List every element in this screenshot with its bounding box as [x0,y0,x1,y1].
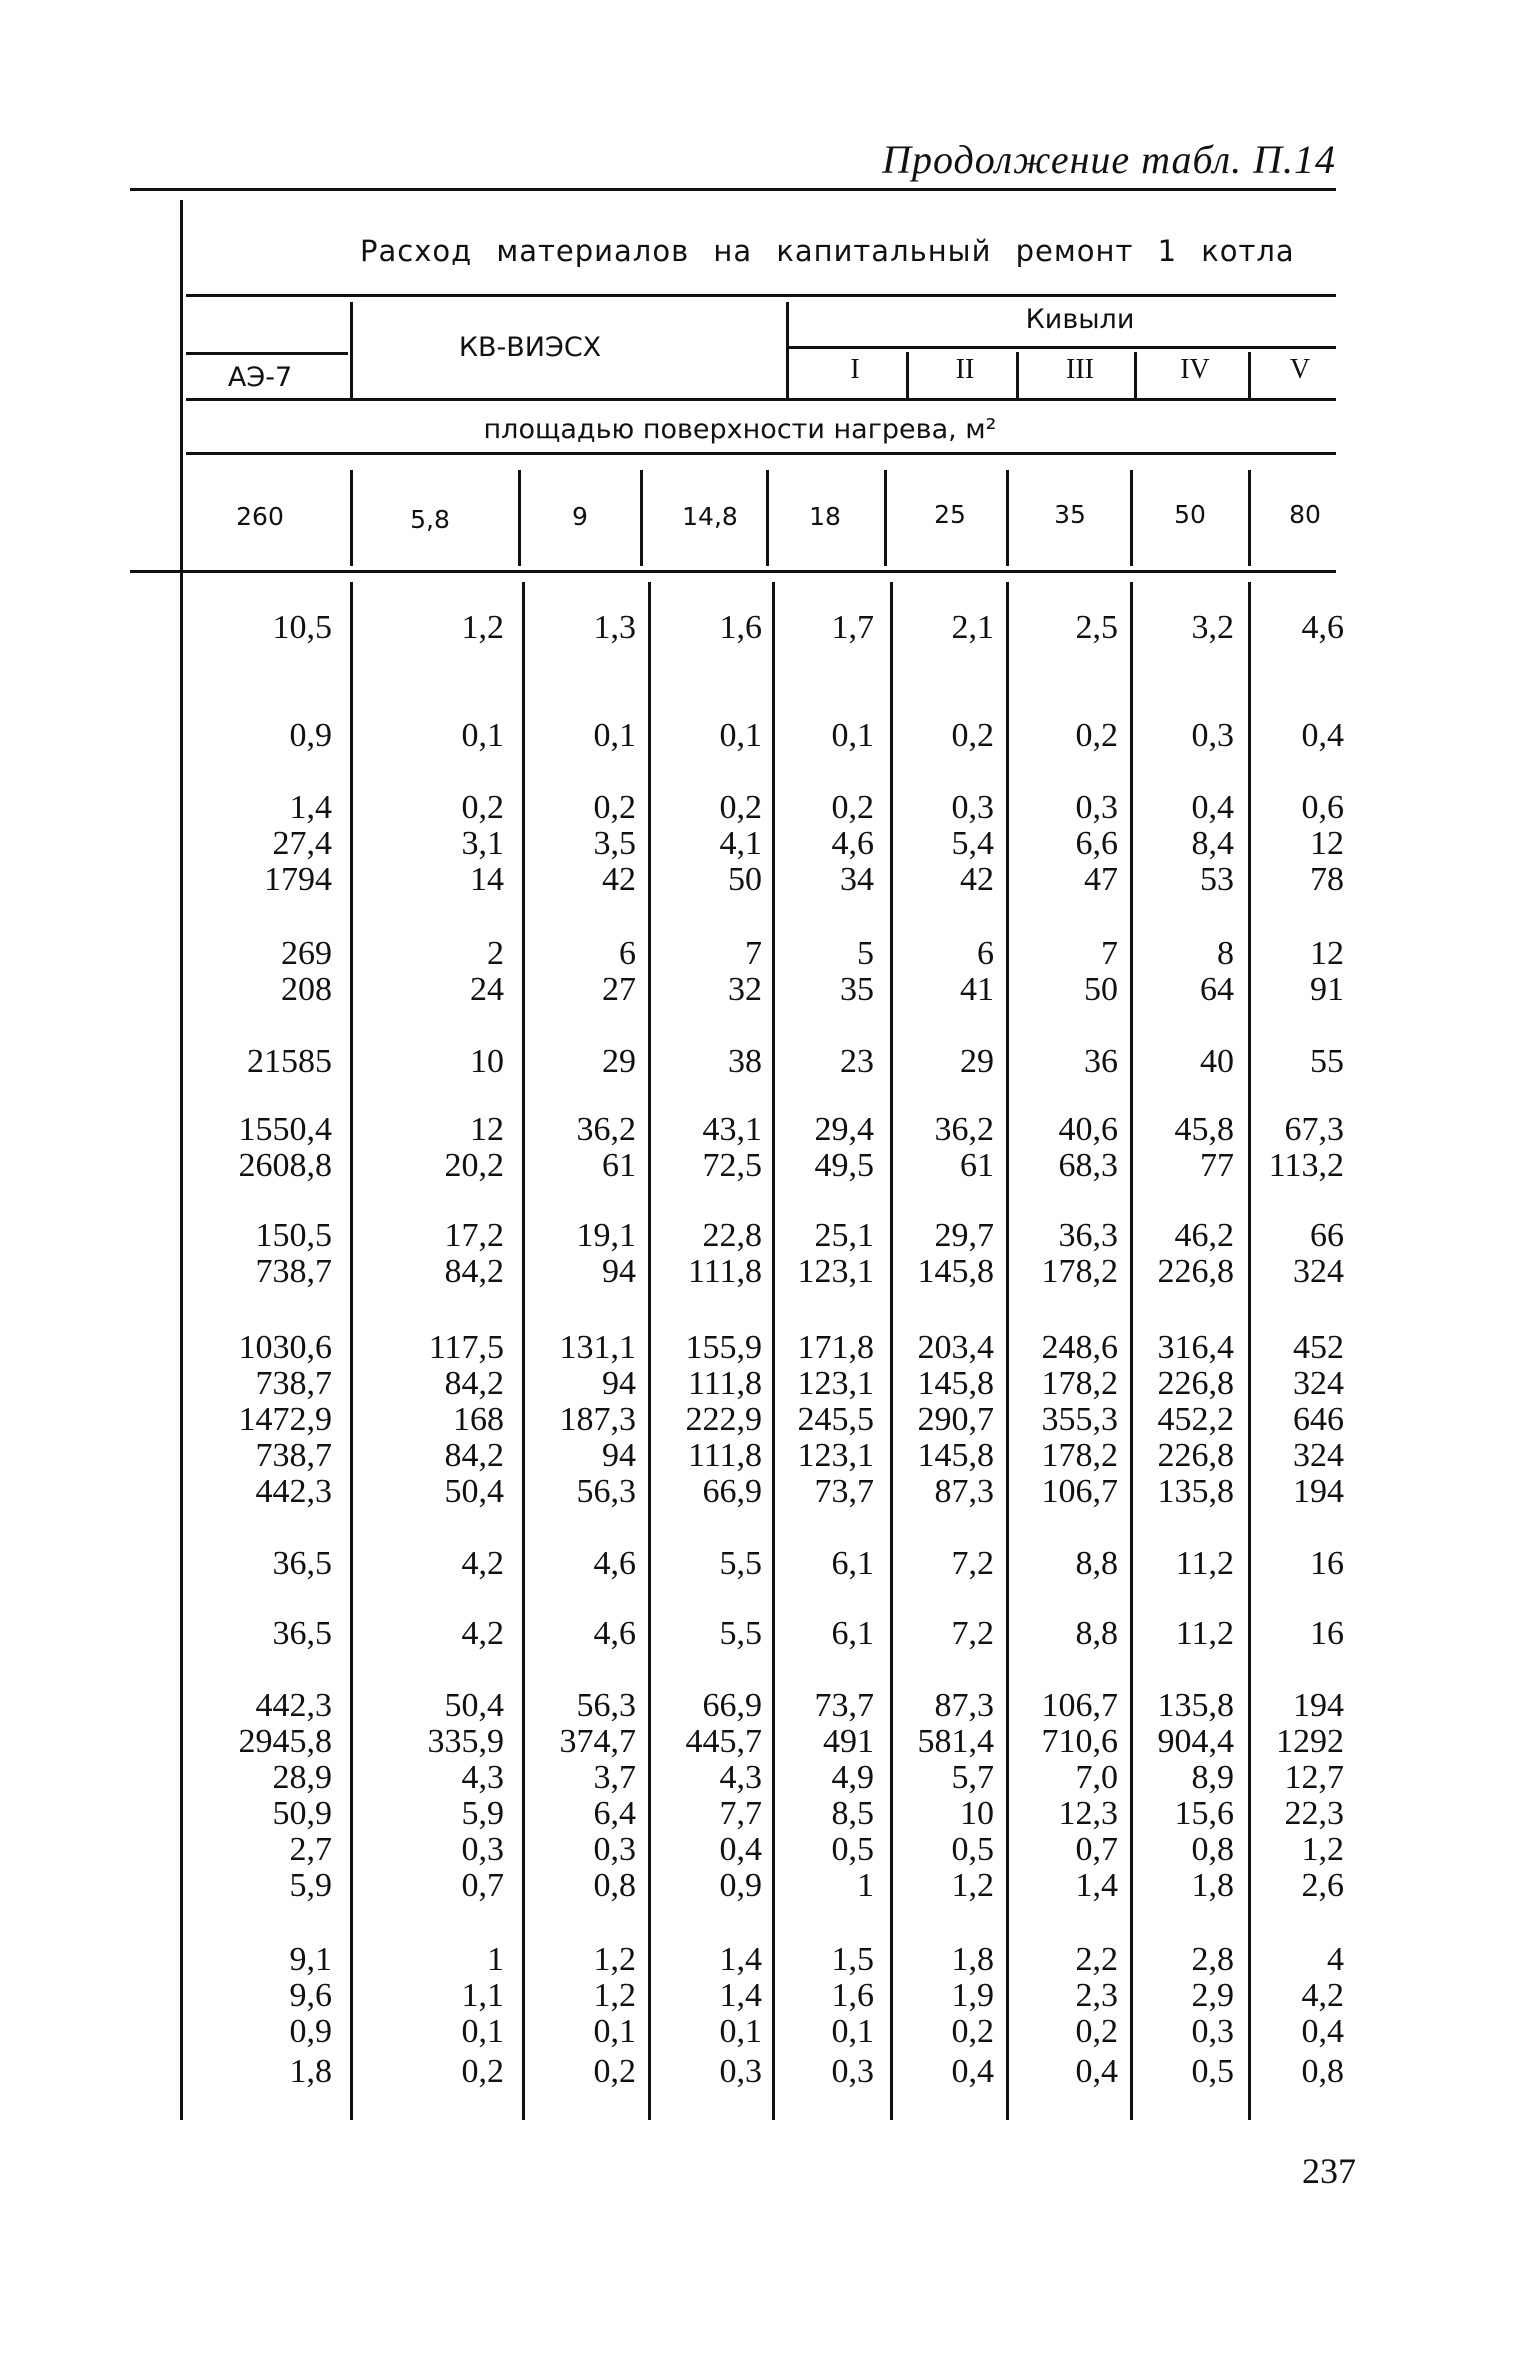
table-cell: 1292 [1276,1723,1344,1760]
table-cell: 1,2 [1301,1831,1344,1868]
table-cell: 178,2 [1041,1253,1118,1290]
table-cell: 0,5 [1191,2053,1234,2090]
table-cell: 38 [728,1043,762,1080]
table-cell: 4,2 [1301,1977,1344,2014]
header-roman-3: III [1066,354,1094,385]
table-cell: 27 [602,971,636,1008]
table-cell: 9,1 [289,1941,332,1978]
table-cell: 49,5 [814,1147,874,1184]
table-cell: 1,2 [951,1867,994,1904]
table-cell: 0,1 [461,717,504,754]
table-cell: 4,9 [831,1759,874,1796]
table-cell: 738,7 [255,1437,332,1474]
table-cell: 61 [602,1147,636,1184]
table-cell: 7,2 [951,1615,994,1652]
table-cell: 1,1 [461,1977,504,2014]
table-cell: 5,5 [719,1615,762,1652]
table-cell: 66,9 [702,1473,762,1510]
table-cell: 84,2 [444,1365,504,1402]
table-cell: 12 [1310,935,1344,972]
table-cell: 0,6 [1301,789,1344,826]
table-cell: 2,9 [1191,1977,1234,2014]
table-cell: 8,9 [1191,1759,1234,1796]
table-cell: 94 [602,1365,636,1402]
table-cell: 5,4 [951,825,994,862]
table-cell: 0,3 [1075,789,1118,826]
table-cell: 22,8 [702,1217,762,1254]
table-cell: 23 [840,1043,874,1080]
table-cell: 4,6 [593,1615,636,1652]
table-cell: 290,7 [917,1401,994,1438]
header-roman-2: II [955,354,975,385]
table-cell: 0,2 [461,789,504,826]
table-cell: 11,2 [1175,1545,1234,1582]
table-cell: 2,5 [1075,609,1118,646]
table-cell: 0,2 [593,2053,636,2090]
table-cell: 78 [1310,861,1344,898]
table-cell: 53 [1200,861,1234,898]
table-cell: 171,8 [797,1329,874,1366]
table-cell: 0,2 [831,789,874,826]
table-cell: 5,7 [951,1759,994,1796]
table-cell: 2 [487,935,504,972]
table-cell: 0,1 [831,717,874,754]
table-cell: 20,2 [444,1147,504,1184]
table-cell: 155,9 [685,1329,762,1366]
table-cell: 111,8 [688,1437,762,1474]
table-cell: 77 [1200,1147,1234,1184]
table-cell: 208 [281,971,332,1008]
table-cell: 226,8 [1157,1437,1234,1474]
table-cell: 4,6 [831,825,874,862]
table-cell: 72,5 [702,1147,762,1184]
table-cell: 0,9 [289,717,332,754]
table-cell: 6,6 [1075,825,1118,862]
table-cell: 442,3 [255,1687,332,1724]
table-cell: 6 [977,935,994,972]
table-cell: 0,3 [831,2053,874,2090]
table-cell: 61 [960,1147,994,1184]
table-cell: 94 [602,1437,636,1474]
table-cell: 1,4 [719,1977,762,2014]
table-cell: 8 [1217,935,1234,972]
table-cell: 8,4 [1191,825,1234,862]
table-cell: 0,2 [1075,2013,1118,2050]
table-cell: 1,4 [1075,1867,1118,1904]
table-cell: 0,8 [593,1867,636,1904]
header-roman-4: IV [1180,354,1210,385]
table-cell: 6 [619,935,636,972]
table-cell: 324 [1293,1365,1344,1402]
table-cell: 123,1 [797,1253,874,1290]
table-cell: 0,3 [593,1831,636,1868]
table-cell: 6,1 [831,1615,874,1652]
table-cell: 84,2 [444,1437,504,1474]
area-5-8: 5,8 [410,505,450,534]
table-cell: 36,5 [272,1615,332,1652]
table-cell: 73,7 [814,1473,874,1510]
table-cell: 4,6 [593,1545,636,1582]
page-number: 237 [1302,2151,1356,2191]
table-cell: 34 [840,861,874,898]
table-cell: 42 [602,861,636,898]
table-cell: 0,4 [1075,2053,1118,2090]
table-cell: 10 [470,1043,504,1080]
table-cell: 3,2 [1191,609,1234,646]
table-cell: 73,7 [814,1687,874,1724]
table-cell: 0,2 [719,789,762,826]
table-cell: 0,3 [1191,2013,1234,2050]
table-cell: 355,3 [1041,1401,1118,1438]
table-cell: 1794 [264,861,332,898]
table-cell: 335,9 [427,1723,504,1760]
table-cell: 0,5 [951,1831,994,1868]
header-roman-5: V [1289,354,1311,385]
table-cell: 68,3 [1058,1147,1118,1184]
table-cell: 45,8 [1174,1111,1234,1148]
table-caption: Продолжение табл. П.14 [882,137,1336,182]
table-cell: 2,8 [1191,1941,1234,1978]
table-cell: 5 [857,935,874,972]
table-cell: 0,2 [461,2053,504,2090]
table-cell: 4,2 [461,1615,504,1652]
table-cell: 0,7 [1075,1831,1118,1868]
table-cell: 66,9 [702,1687,762,1724]
table-cell: 0,3 [951,789,994,826]
table-cell: 445,7 [685,1723,762,1760]
table-cell: 12,7 [1284,1759,1344,1796]
table-cell: 0,4 [1301,2013,1344,2050]
table-cell: 0,3 [719,2053,762,2090]
table-cell: 1,8 [1191,1867,1234,1904]
table-cell: 1,4 [289,789,332,826]
table-cell: 374,7 [559,1723,636,1760]
table-cell: 0,8 [1191,1831,1234,1868]
table-cell: 47 [1084,861,1118,898]
table-cell: 27,4 [272,825,332,862]
table-cell: 0,4 [1301,717,1344,754]
table-cell: 738,7 [255,1365,332,1402]
table-cell: 1472,9 [238,1401,332,1438]
table-cell: 36,5 [272,1545,332,1582]
table-cell: 1,6 [719,609,762,646]
table-cell: 0,3 [1191,717,1234,754]
table-cell: 4,3 [719,1759,762,1796]
table-cell: 56,3 [576,1687,636,1724]
table-cell: 1,2 [593,1977,636,2014]
table-cell: 50 [1084,971,1118,1008]
table-cell: 226,8 [1157,1253,1234,1290]
table-cell: 29 [602,1043,636,1080]
table-cell: 2,1 [951,609,994,646]
table-cell: 0,4 [719,1831,762,1868]
table-cell: 194 [1293,1687,1344,1724]
table-cell: 7,2 [951,1545,994,1582]
table-title: Расход материалов на капитальный ремонт 1 котла [360,234,1295,268]
area-18: 18 [809,502,841,531]
table-cell: 7,7 [719,1795,762,1832]
table-cell: 87,3 [934,1473,994,1510]
table-cell: 0,2 [951,2013,994,2050]
table-cell: 0,1 [461,2013,504,2050]
table-cell: 7,0 [1075,1759,1118,1796]
table-cell: 12 [1310,825,1344,862]
table-cell: 442,3 [255,1473,332,1510]
table-cell: 113,2 [1268,1147,1344,1184]
table-cell: 6,4 [593,1795,636,1832]
table-cell: 16 [1310,1615,1344,1652]
table-cell: 324 [1293,1437,1344,1474]
table-cell: 2,6 [1301,1867,1344,1904]
table-cell: 5,5 [719,1545,762,1582]
table-cell: 19,1 [576,1217,636,1254]
table-cell: 29,4 [814,1111,874,1148]
table-cell: 194 [1293,1473,1344,1510]
table-cell: 145,8 [917,1365,994,1402]
table-cell: 10,5 [272,609,332,646]
table-cell: 12,3 [1058,1795,1118,1832]
table-cell: 21585 [247,1043,332,1080]
table-cell: 2608,8 [238,1147,332,1184]
table-cell: 0,9 [289,2013,332,2050]
table-cell: 17,2 [444,1217,504,1254]
header-roman-1: I [850,354,860,385]
table-cell: 0,2 [593,789,636,826]
table-cell: 0,8 [1301,2053,1344,2090]
table-cell: 66 [1310,1217,1344,1254]
table-cell: 36 [1084,1043,1118,1080]
table-cell: 145,8 [917,1253,994,1290]
area-35: 35 [1054,500,1086,529]
table-cell: 1,9 [951,1977,994,2014]
table-cell: 32 [728,971,762,1008]
table-cell: 12 [470,1111,504,1148]
table-cell: 0,1 [831,2013,874,2050]
area-25: 25 [934,500,966,529]
table-cell: 4,2 [461,1545,504,1582]
table-cell: 0,1 [593,717,636,754]
table-cell: 5,9 [461,1795,504,1832]
table-cell: 7 [1101,935,1118,972]
table-cell: 117,5 [428,1329,504,1366]
table-cell: 710,6 [1041,1723,1118,1760]
table-cell: 4,1 [719,825,762,862]
table-cell: 1,7 [831,609,874,646]
table-cell: 226,8 [1157,1365,1234,1402]
table-cell: 1,4 [719,1941,762,1978]
table-cell: 40 [1200,1043,1234,1080]
table-cell: 0,2 [1075,717,1118,754]
table-cell: 35 [840,971,874,1008]
table-cell: 106,7 [1041,1687,1118,1724]
table-cell: 8,8 [1075,1615,1118,1652]
table-cell: 1,6 [831,1977,874,2014]
table-cell: 145,8 [917,1437,994,1474]
table-cell: 55 [1310,1043,1344,1080]
table-cell: 0,1 [719,717,762,754]
table-cell: 1,8 [289,2053,332,2090]
table-cell: 36,3 [1058,1217,1118,1254]
table-cell: 8,5 [831,1795,874,1832]
table-cell: 178,2 [1041,1437,1118,1474]
table-cell: 452 [1293,1329,1344,1366]
table-cell: 0,1 [719,2013,762,2050]
table-cell: 269 [281,935,332,972]
table-cell: 491 [823,1723,874,1760]
table-cell: 2,3 [1075,1977,1118,2014]
table-cell: 0,9 [719,1867,762,1904]
table-cell: 67,3 [1284,1111,1344,1148]
table-cell: 16 [1310,1545,1344,1582]
table-cell: 1,8 [951,1941,994,1978]
table-cell: 3,1 [461,825,504,862]
table-cell: 50 [728,861,762,898]
table-cell: 3,7 [593,1759,636,1796]
area-260: 260 [236,502,284,531]
table-cell: 0,7 [461,1867,504,1904]
table-cell: 0,2 [951,717,994,754]
table-cell: 178,2 [1041,1365,1118,1402]
table-cell: 29,7 [934,1217,994,1254]
area-50: 50 [1174,500,1206,529]
table-cell: 581,4 [917,1723,994,1760]
table-cell: 222,9 [685,1401,762,1438]
table-cell: 4,3 [461,1759,504,1796]
table-cell: 29 [960,1043,994,1080]
table-cell: 42 [960,861,994,898]
table-cell: 123,1 [797,1365,874,1402]
table-cell: 1 [487,1941,504,1978]
table-cell: 1 [857,1867,874,1904]
table-cell: 24 [470,971,504,1008]
table-cell: 3,5 [593,825,636,862]
table-cell: 135,8 [1157,1687,1234,1724]
table-cell: 123,1 [797,1437,874,1474]
table-cell: 4,6 [1301,609,1344,646]
table-cell: 9,6 [289,1977,332,2014]
table-cell: 316,4 [1157,1329,1234,1366]
table-cell: 4 [1327,1941,1344,1978]
table-cell: 43,1 [702,1111,762,1148]
table-cell: 646 [1293,1401,1344,1438]
table-cell: 1,2 [593,1941,636,1978]
table-cell: 324 [1293,1253,1344,1290]
table-cell: 46,2 [1174,1217,1234,1254]
table-cell: 452,2 [1157,1401,1234,1438]
table-cell: 64 [1200,971,1234,1008]
table-cell: 11,2 [1175,1615,1234,1652]
table-cell: 50,4 [444,1687,504,1724]
table-cell: 187,3 [559,1401,636,1438]
table-cell: 28,9 [272,1759,332,1796]
table-cell: 91 [1310,971,1344,1008]
table-cell: 25,1 [814,1217,874,1254]
table-cell: 50,9 [272,1795,332,1832]
table-cell: 56,3 [576,1473,636,1510]
table-cell: 7 [745,935,762,972]
table-cell: 168 [453,1401,504,1438]
table-cell: 248,6 [1041,1329,1118,1366]
table-cell: 1,2 [461,609,504,646]
table-cell: 150,5 [255,1217,332,1254]
table-cell: 111,8 [688,1365,762,1402]
area-9: 9 [572,502,588,531]
table-cell: 203,4 [917,1329,994,1366]
table-cell: 41 [960,971,994,1008]
table-cell: 0,3 [461,1831,504,1868]
table-cell: 50,4 [444,1473,504,1510]
table-cell: 8,8 [1075,1545,1118,1582]
table-cell: 36,2 [576,1111,636,1148]
table-cell: 0,1 [593,2013,636,2050]
table-cell: 94 [602,1253,636,1290]
header-kv-viesh: КВ-ВИЭСХ [458,332,602,363]
table-cell: 2945,8 [238,1723,332,1760]
table-cell: 84,2 [444,1253,504,1290]
table-cell: 106,7 [1041,1473,1118,1510]
area-80: 80 [1289,500,1321,529]
table-cell: 0,5 [831,1831,874,1868]
table-cell: 1550,4 [238,1111,332,1148]
table-cell: 14 [470,861,504,898]
table-cell: 738,7 [255,1253,332,1290]
table-cell: 904,4 [1157,1723,1234,1760]
table-cell: 131,1 [559,1329,636,1366]
table-cell: 1030,6 [238,1329,332,1366]
table-cell: 135,8 [1157,1473,1234,1510]
header-ae7: АЭ-7 [227,362,293,393]
table-cell: 0,4 [951,2053,994,2090]
area-14-8: 14,8 [682,502,738,531]
table-cell: 10 [960,1795,994,1832]
table-cell: 245,5 [797,1401,874,1438]
table-cell: 15,6 [1174,1795,1234,1832]
header-area-label: площадью поверхности нагрева, м² [483,414,997,445]
table-cell: 87,3 [934,1687,994,1724]
table-cell: 22,3 [1284,1795,1344,1832]
header-kivyli: Кивыли [1025,304,1135,335]
table-cell: 36,2 [934,1111,994,1148]
table-cell: 5,9 [289,1867,332,1904]
table-cell: 6,1 [831,1545,874,1582]
table-cell: 2,7 [289,1831,332,1868]
table-cell: 0,4 [1191,789,1234,826]
table-cell: 1,5 [831,1941,874,1978]
table-cell: 1,3 [593,609,636,646]
table-cell: 40,6 [1058,1111,1118,1148]
table-cell: 2,2 [1075,1941,1118,1978]
table-cell: 111,8 [688,1253,762,1290]
